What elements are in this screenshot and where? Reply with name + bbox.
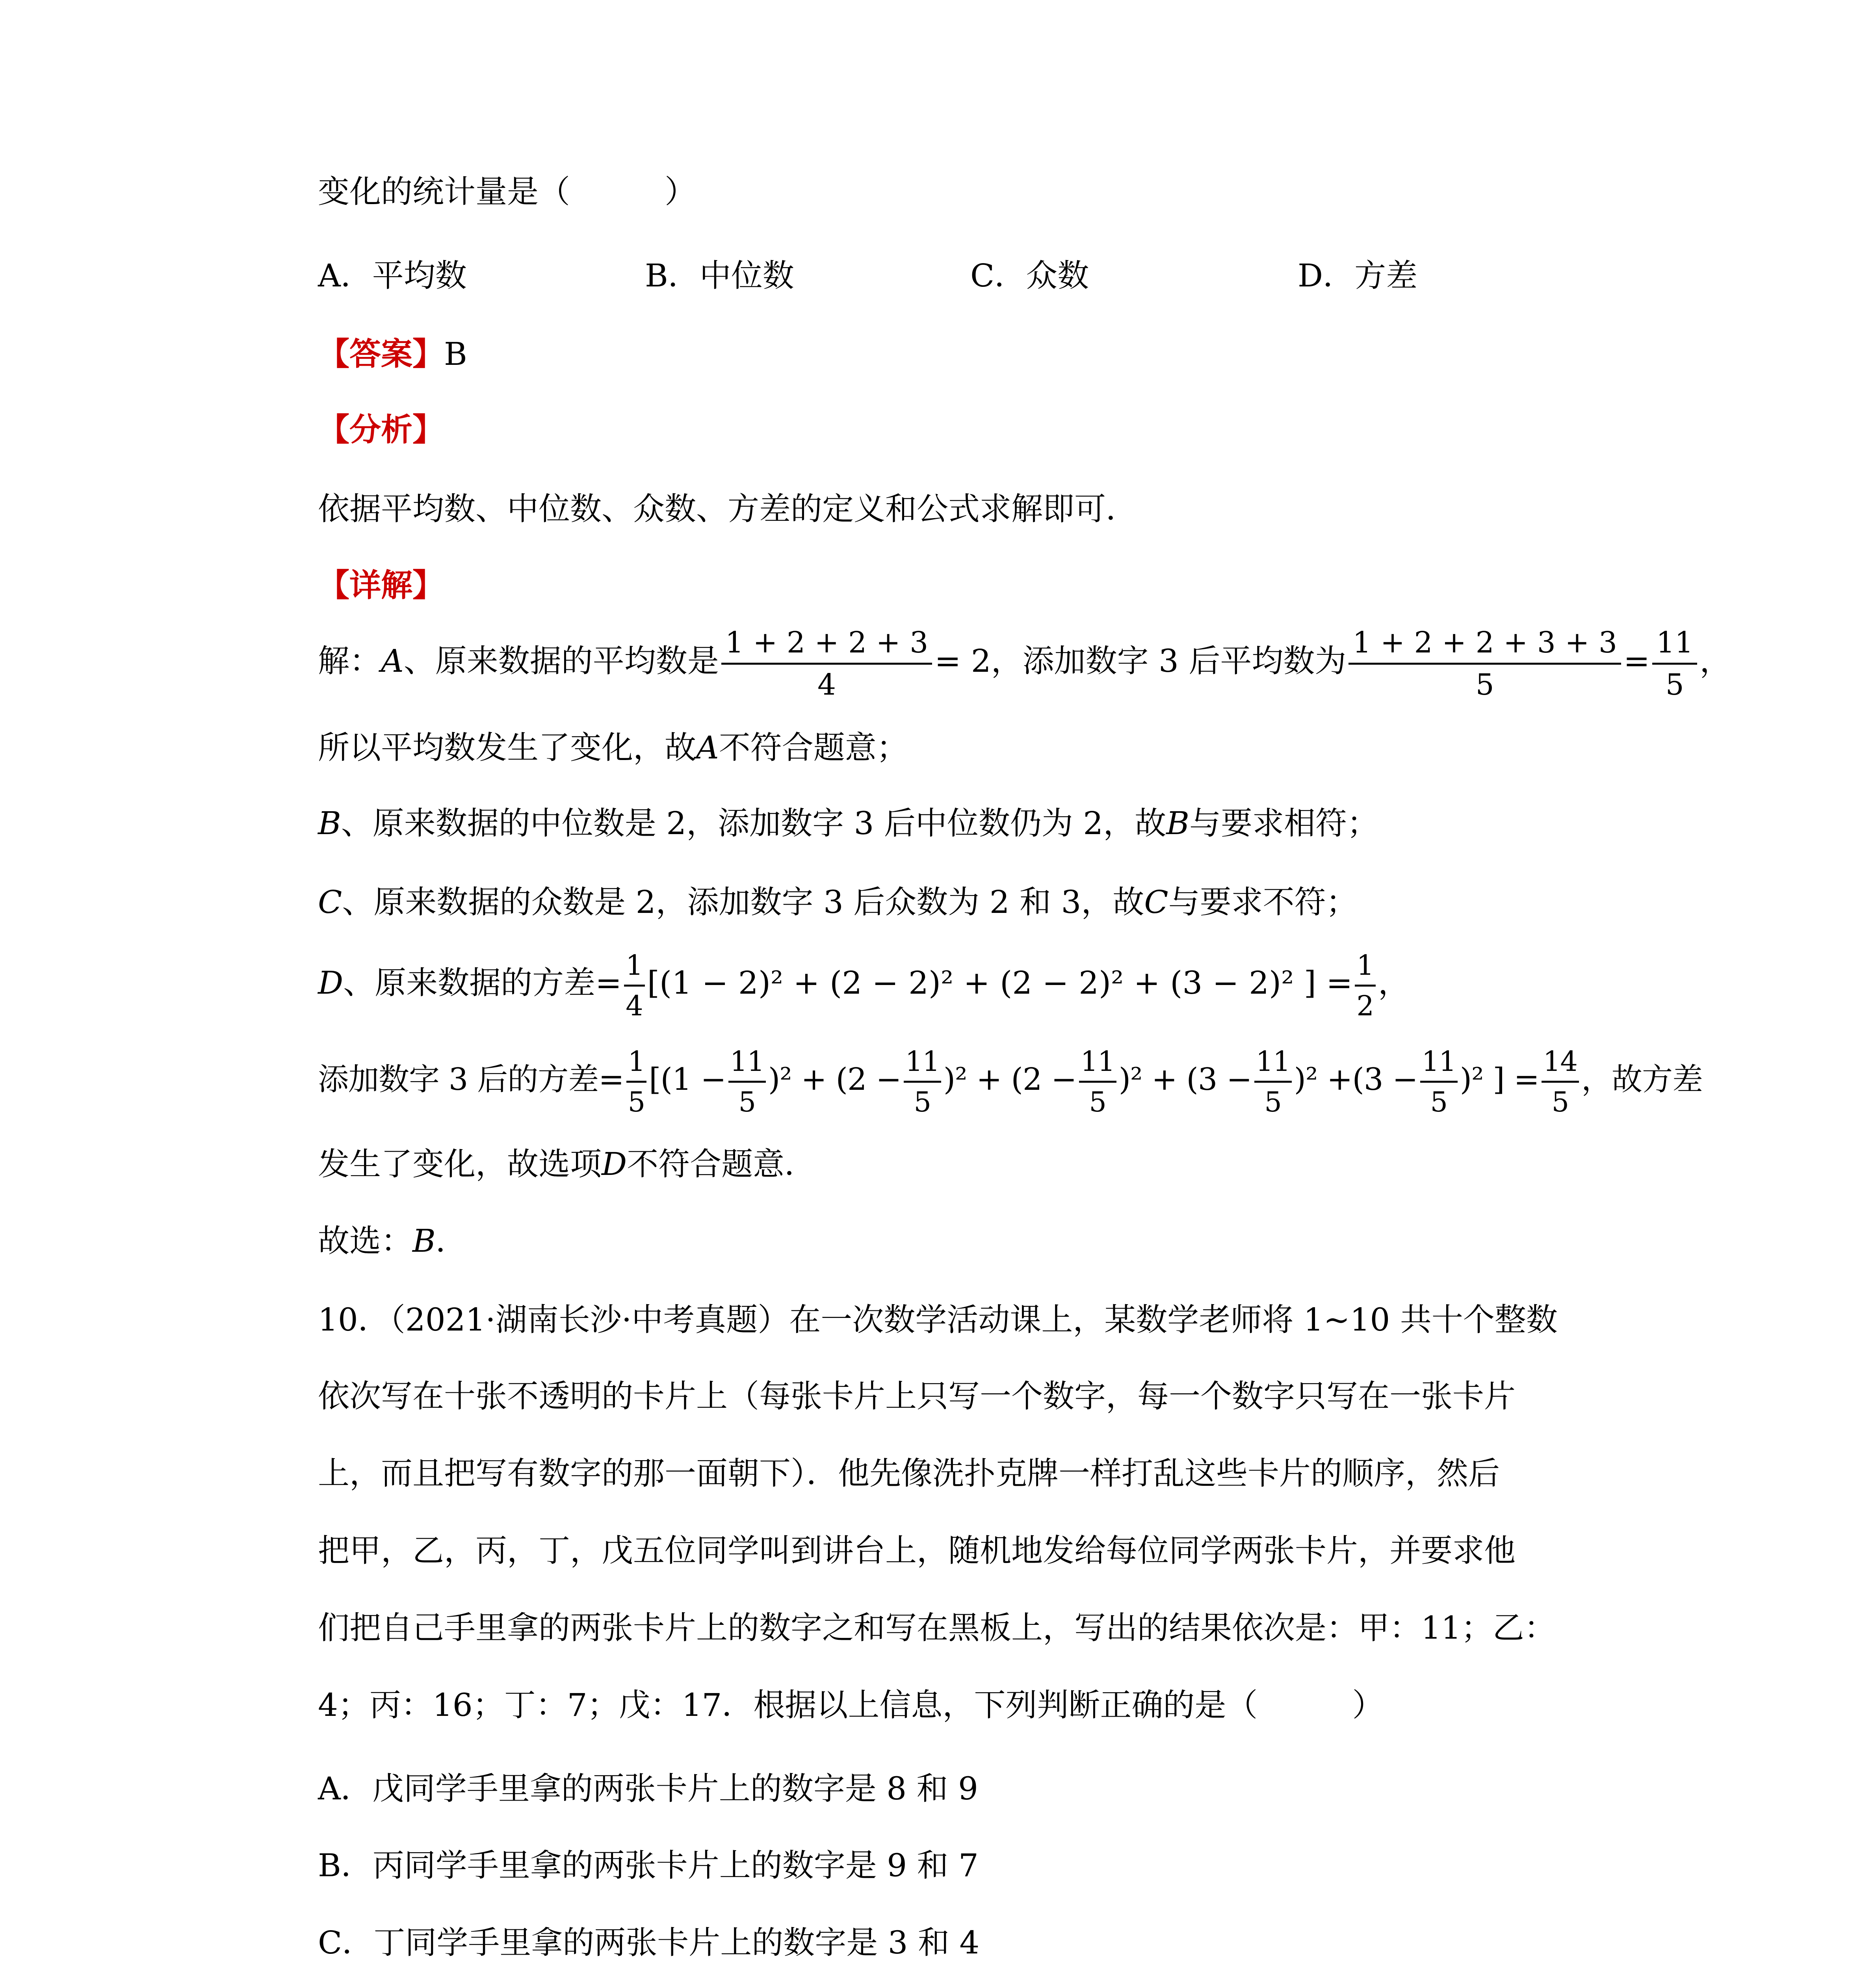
q9-detail-e-line2 [318, 1141, 816, 1188]
q9-choose [318, 1217, 467, 1265]
option-letter: B [1166, 805, 1190, 842]
text: 发生了变化，故选项 [318, 1146, 602, 1182]
fraction-denominator: 2 [1356, 989, 1374, 1022]
q9-options [318, 252, 1579, 299]
text: 添加数字 3 后的方差= [318, 1062, 624, 1097]
fraction-numerator: 1 [624, 952, 645, 987]
fraction-numerator: 14 [1542, 1048, 1579, 1083]
fraction-denominator: 4 [626, 989, 643, 1022]
detail-a-letter: A [381, 643, 404, 679]
fraction-one-half [1355, 949, 1376, 1022]
fraction [904, 1045, 941, 1118]
q9-detail-e [318, 1028, 1703, 1131]
text: 所以平均数发生了变化，故 [318, 729, 696, 766]
text: ． [435, 1223, 467, 1259]
fraction-denominator: 5 [1264, 1086, 1282, 1118]
option-letter: A [696, 729, 719, 766]
fraction-numerator: 11 [728, 1048, 766, 1083]
expression-part: )² + (3 − [1118, 1062, 1252, 1097]
q9-detail-b [318, 800, 1378, 847]
q10-stem-line-5: 们把自己手里拿的两张卡片上的数字之和写在黑板上，写出的结果依次是：甲：11；乙： [318, 1609, 1556, 1646]
detail-a-text2: = 2，添加数字 3 后平均数为 [934, 643, 1347, 679]
equals-sign: = [1623, 643, 1650, 679]
q10-stem-line-6: 4；丙：16；丁：7；戊：17．根据以上信息，下列判断正确的是（ ） [318, 1687, 1384, 1723]
fraction [1079, 1045, 1116, 1118]
q9-analysis-tag [318, 406, 444, 453]
q9-stem-tail: 变化的统计量是（ ） [318, 173, 696, 210]
q9-option-d: D．方差 [1298, 257, 1418, 294]
expression-part: )² ] = [1460, 1062, 1539, 1097]
variance-expression: [(1 − 2)² + (2 − 2)² + (2 − 2)² + (3 − 2)² ] = [647, 965, 1353, 1001]
text: 不符合题意． [627, 1146, 816, 1182]
fraction-one-quarter [624, 949, 645, 1022]
q9-option-c: C．众数 [970, 257, 1089, 294]
detail-tag: 【详解】 [318, 567, 444, 604]
q10-option-c: C．丁同学手里拿的两张卡片上的数字是 3 和 4 [318, 1924, 980, 1961]
text: 、原来数据的中位数是 2，添加数字 3 后中位数仍为 2，故 [341, 805, 1166, 842]
fraction-denominator: 5 [628, 1086, 645, 1118]
text: 、原来数据的方差= [343, 965, 622, 1001]
option-letter: C [318, 884, 342, 920]
text: 不符合题意； [719, 729, 908, 766]
fraction [1542, 1045, 1579, 1118]
answer-tag: 【答案】 [318, 335, 444, 372]
option-letter: C [1144, 884, 1168, 920]
q10-stem-line-4: 把甲，乙，丙，丁，戊五位同学叫到讲台上，随机地发给每位同学两张卡片，并要求他 [318, 1532, 1516, 1569]
fraction-numerator: 1 + 2 + 2 + 3 [721, 628, 932, 665]
fraction-denominator: 5 [738, 1086, 756, 1118]
detail-a-end: ， [1700, 643, 1731, 679]
expression-part: )² +(3 − [1294, 1062, 1418, 1097]
fraction-eleven-fifths [1652, 625, 1697, 702]
q9-detail-a-line2 [318, 724, 908, 771]
fraction-numerator: 11 [904, 1048, 941, 1083]
fraction-denominator: 5 [914, 1086, 931, 1118]
fraction [1254, 1045, 1292, 1118]
fraction-numerator: 11 [1652, 628, 1697, 665]
q10-option-a: A．戊同学手里拿的两张卡片上的数字是 8 和 9 [318, 1770, 978, 1807]
q9-option-b: B．中位数 [645, 257, 794, 294]
fraction-mean-original [721, 625, 932, 702]
option-letter: B [412, 1223, 436, 1259]
q9-detail-c [318, 879, 1358, 926]
option-letter: D [602, 1146, 627, 1182]
text: 故选： [318, 1223, 412, 1259]
fraction-denominator: 5 [1089, 1086, 1106, 1118]
q10-stem-line-1: 10．（2021·湖南长沙·中考真题）在一次数学活动课上，某数学老师将 1~10 共十个整数 [318, 1301, 1558, 1338]
q9-detail-d [318, 932, 1410, 1034]
q9-detail-a [318, 610, 1731, 712]
text: 与要求不符； [1168, 884, 1358, 920]
fraction-numerator: 11 [1420, 1048, 1458, 1083]
fraction-numerator: 1 [626, 1048, 647, 1083]
text: ，故方差 [1581, 1062, 1703, 1097]
q9-option-a: A．平均数 [318, 257, 467, 294]
expression-part: [(1 − [649, 1062, 726, 1097]
fraction-mean-new [1348, 625, 1621, 702]
fraction-denominator: 5 [1551, 1086, 1569, 1118]
expression-part: )² + (2 − [768, 1062, 901, 1097]
q9-analysis-text: 依据平均数、中位数、众数、方差的定义和公式求解即可． [318, 491, 1137, 527]
fraction [728, 1045, 766, 1118]
analysis-tag: 【分析】 [318, 411, 444, 448]
text: 与要求相符； [1189, 805, 1379, 842]
expression-part: )² + (2 − [943, 1062, 1077, 1097]
text: ， [1378, 965, 1410, 1001]
fraction-numerator: 11 [1079, 1048, 1116, 1083]
answer-value: B [444, 336, 467, 372]
fraction-numerator: 1 + 2 + 2 + 3 + 3 [1348, 628, 1621, 665]
fraction-denominator: 5 [1430, 1086, 1448, 1118]
fraction-denominator: 5 [1665, 667, 1684, 702]
detail-a-prefix: 解： [318, 643, 381, 679]
option-letter: D [318, 965, 344, 1001]
q9-answer [318, 330, 467, 377]
fraction-denominator: 4 [817, 667, 836, 702]
fraction [626, 1045, 647, 1118]
detail-a-text1: 、原来数据的平均数是 [403, 643, 719, 679]
q10-stem-line-3: 上，而且把写有数字的那一面朝下）．他先像洗扑克牌一样打乱这些卡片的顺序，然后 [318, 1455, 1500, 1492]
text: 、原来数据的众数是 2，添加数字 3 后众数为 2 和 3，故 [342, 884, 1144, 920]
option-letter: B [318, 805, 341, 842]
q10-stem-line-2: 依次写在十张不透明的卡片上（每张卡片上只写一个数字，每一个数字只写在一张卡片 [318, 1378, 1516, 1414]
q10-option-b: B．丙同学手里拿的两张卡片上的数字是 9 和 7 [318, 1847, 979, 1884]
fraction-numerator: 11 [1254, 1048, 1292, 1083]
q9-detail-tag [318, 561, 444, 609]
fraction-denominator: 5 [1475, 667, 1494, 702]
fraction [1420, 1045, 1458, 1118]
fraction-numerator: 1 [1355, 952, 1376, 987]
